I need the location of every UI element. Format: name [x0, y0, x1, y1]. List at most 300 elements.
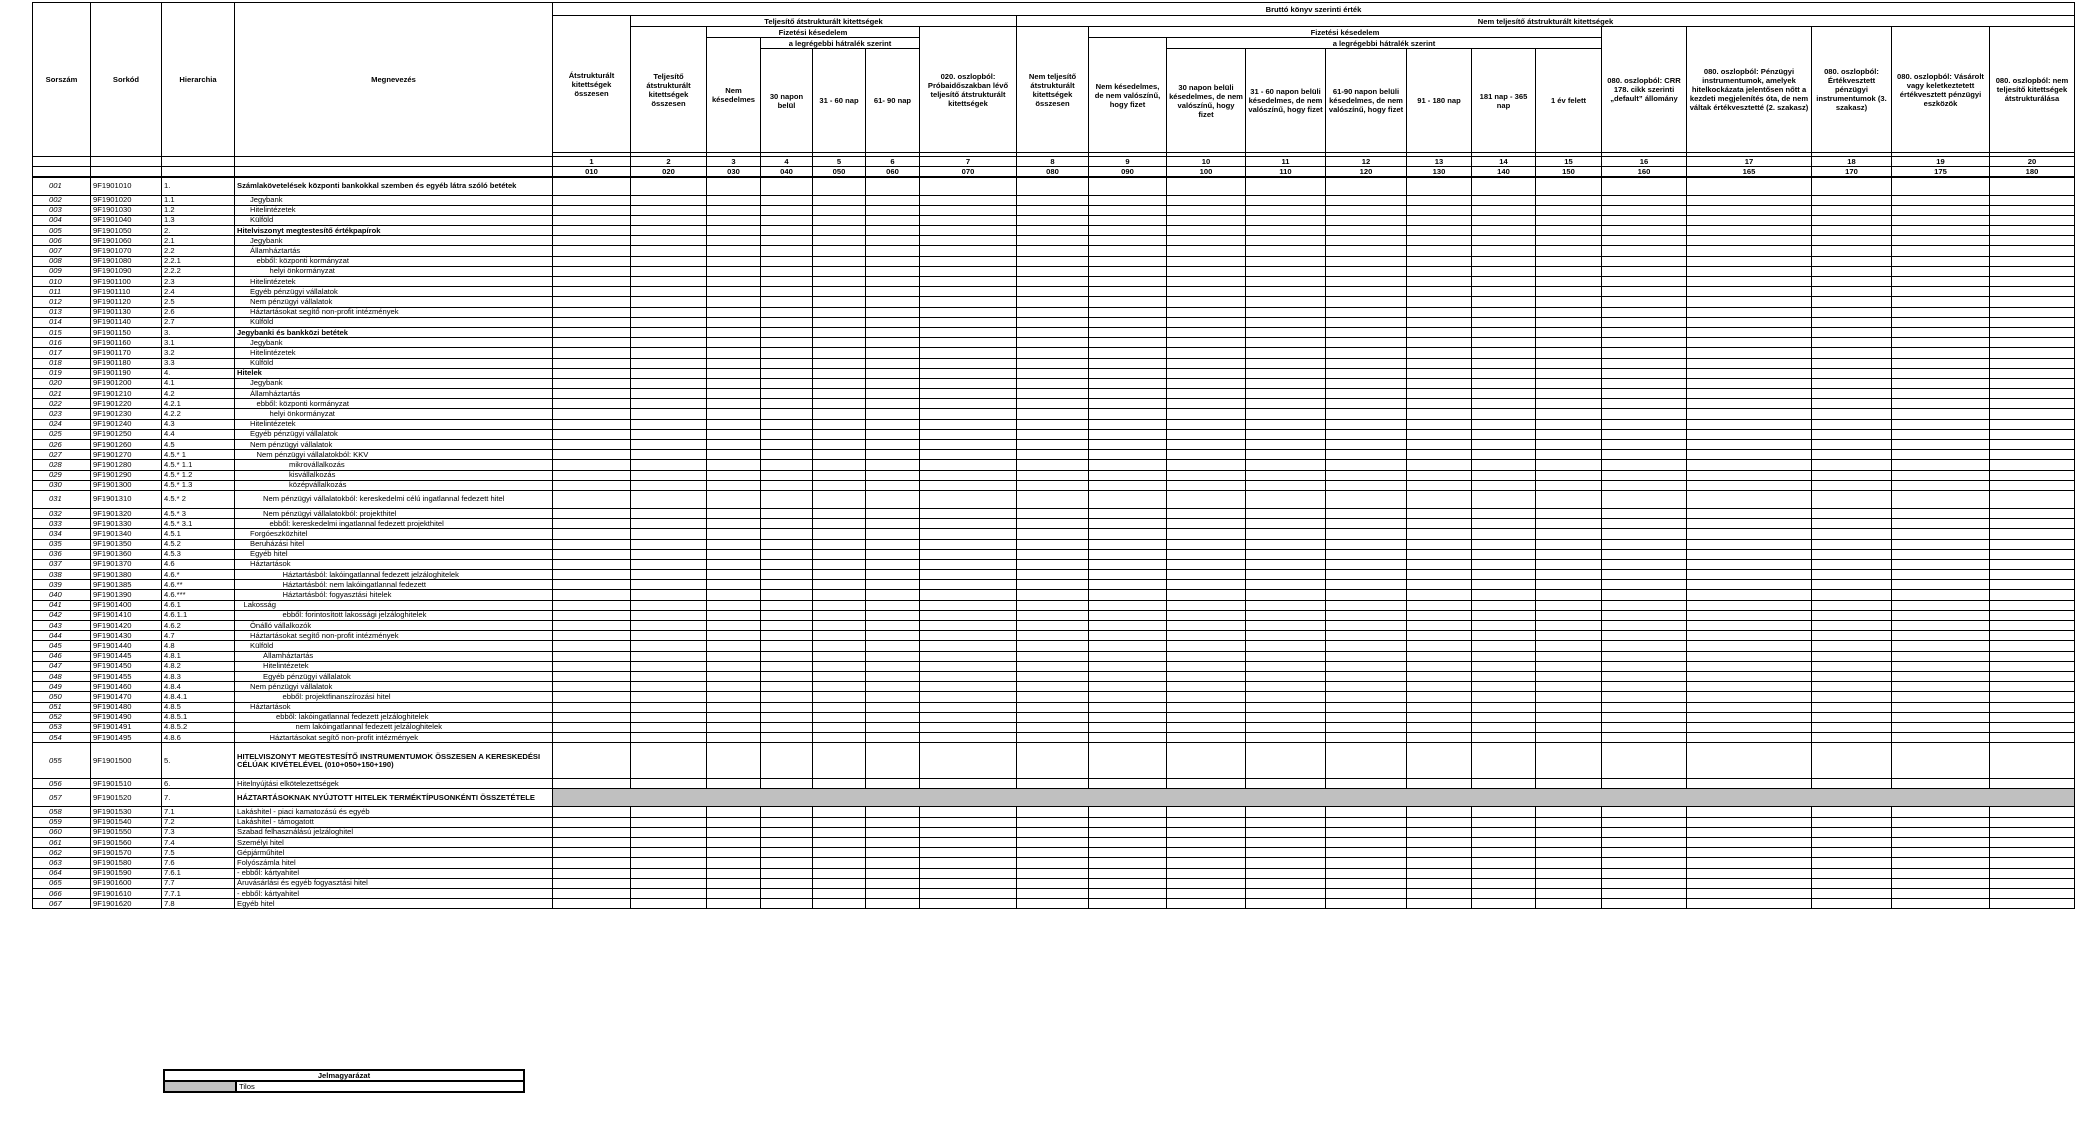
data-cell-150[interactable]	[1536, 480, 1602, 490]
data-cell-050[interactable]	[813, 817, 866, 827]
data-cell-100[interactable]	[1167, 440, 1246, 450]
data-cell-100[interactable]	[1167, 205, 1246, 215]
data-cell-120[interactable]	[1326, 338, 1407, 348]
data-cell-100[interactable]	[1167, 358, 1246, 368]
data-cell-060[interactable]	[866, 733, 920, 743]
data-cell-070[interactable]	[920, 549, 1017, 559]
data-cell-040[interactable]	[761, 641, 813, 651]
data-cell-130[interactable]	[1407, 702, 1472, 712]
data-cell-100[interactable]	[1167, 641, 1246, 651]
data-cell-110[interactable]	[1246, 358, 1326, 368]
data-cell-140[interactable]	[1472, 848, 1536, 858]
data-cell-030[interactable]	[707, 838, 761, 848]
data-cell-165[interactable]	[1687, 641, 1812, 651]
data-cell-070[interactable]	[920, 409, 1017, 419]
data-cell-165[interactable]	[1687, 378, 1812, 388]
data-cell-170[interactable]	[1812, 256, 1892, 266]
data-cell-140[interactable]	[1472, 529, 1536, 539]
data-cell-180[interactable]	[1990, 899, 2075, 909]
data-cell-070[interactable]	[920, 651, 1017, 661]
data-cell-160[interactable]	[1602, 440, 1687, 450]
data-cell-060[interactable]	[866, 215, 920, 225]
data-cell-130[interactable]	[1407, 215, 1472, 225]
data-cell-175[interactable]	[1892, 348, 1990, 358]
data-cell-170[interactable]	[1812, 177, 1892, 195]
data-cell-180[interactable]	[1990, 807, 2075, 817]
data-cell-160[interactable]	[1602, 631, 1687, 641]
data-cell-110[interactable]	[1246, 508, 1326, 518]
data-cell-050[interactable]	[813, 246, 866, 256]
data-cell-080[interactable]	[1017, 848, 1089, 858]
data-cell-080[interactable]	[1017, 519, 1089, 529]
data-cell-090[interactable]	[1089, 743, 1167, 779]
data-cell-080[interactable]	[1017, 539, 1089, 549]
data-cell-020[interactable]	[631, 559, 707, 569]
data-cell-050[interactable]	[813, 807, 866, 817]
data-cell-040[interactable]	[761, 807, 813, 817]
data-cell-170[interactable]	[1812, 838, 1892, 848]
data-cell-110[interactable]	[1246, 641, 1326, 651]
data-cell-100[interactable]	[1167, 651, 1246, 661]
data-cell-180[interactable]	[1990, 827, 2075, 837]
data-cell-020[interactable]	[631, 419, 707, 429]
data-cell-100[interactable]	[1167, 590, 1246, 600]
data-cell-100[interactable]	[1167, 610, 1246, 620]
data-cell-170[interactable]	[1812, 702, 1892, 712]
data-cell-090[interactable]	[1089, 368, 1167, 378]
data-cell-120[interactable]	[1326, 429, 1407, 439]
data-cell-170[interactable]	[1812, 287, 1892, 297]
data-cell-080[interactable]	[1017, 858, 1089, 868]
data-cell-150[interactable]	[1536, 641, 1602, 651]
data-cell-130[interactable]	[1407, 621, 1472, 631]
data-cell-175[interactable]	[1892, 266, 1990, 276]
data-cell-040[interactable]	[761, 246, 813, 256]
data-cell-090[interactable]	[1089, 277, 1167, 287]
data-cell-140[interactable]	[1472, 317, 1536, 327]
data-cell-070[interactable]	[920, 702, 1017, 712]
data-cell-030[interactable]	[707, 358, 761, 368]
data-cell-120[interactable]	[1326, 743, 1407, 779]
data-cell-020[interactable]	[631, 529, 707, 539]
data-cell-110[interactable]	[1246, 287, 1326, 297]
data-cell-165[interactable]	[1687, 539, 1812, 549]
data-cell-010[interactable]	[553, 470, 631, 480]
data-cell-165[interactable]	[1687, 358, 1812, 368]
data-cell-010[interactable]	[553, 641, 631, 651]
data-cell-010[interactable]	[553, 580, 631, 590]
data-cell-090[interactable]	[1089, 266, 1167, 276]
data-cell-070[interactable]	[920, 559, 1017, 569]
data-cell-100[interactable]	[1167, 807, 1246, 817]
data-cell-080[interactable]	[1017, 888, 1089, 898]
data-cell-080[interactable]	[1017, 215, 1089, 225]
data-cell-180[interactable]	[1990, 838, 2075, 848]
data-cell-080[interactable]	[1017, 580, 1089, 590]
data-cell-050[interactable]	[813, 317, 866, 327]
data-cell-180[interactable]	[1990, 702, 2075, 712]
data-cell-140[interactable]	[1472, 226, 1536, 236]
data-cell-165[interactable]	[1687, 195, 1812, 205]
data-cell-150[interactable]	[1536, 266, 1602, 276]
data-cell-080[interactable]	[1017, 508, 1089, 518]
data-cell-010[interactable]	[553, 661, 631, 671]
data-cell-170[interactable]	[1812, 508, 1892, 518]
data-cell-100[interactable]	[1167, 817, 1246, 827]
data-cell-180[interactable]	[1990, 256, 2075, 266]
data-cell-165[interactable]	[1687, 368, 1812, 378]
data-cell-165[interactable]	[1687, 580, 1812, 590]
data-cell-100[interactable]	[1167, 671, 1246, 681]
data-cell-070[interactable]	[920, 807, 1017, 817]
data-cell-170[interactable]	[1812, 266, 1892, 276]
data-cell-080[interactable]	[1017, 671, 1089, 681]
data-cell-140[interactable]	[1472, 399, 1536, 409]
data-cell-100[interactable]	[1167, 661, 1246, 671]
data-cell-180[interactable]	[1990, 641, 2075, 651]
data-cell-140[interactable]	[1472, 682, 1536, 692]
data-cell-080[interactable]	[1017, 651, 1089, 661]
data-cell-020[interactable]	[631, 508, 707, 518]
data-cell-175[interactable]	[1892, 899, 1990, 909]
data-cell-040[interactable]	[761, 348, 813, 358]
data-cell-100[interactable]	[1167, 827, 1246, 837]
data-cell-100[interactable]	[1167, 480, 1246, 490]
data-cell-180[interactable]	[1990, 470, 2075, 480]
data-cell-165[interactable]	[1687, 266, 1812, 276]
data-cell-175[interactable]	[1892, 651, 1990, 661]
data-cell-120[interactable]	[1326, 671, 1407, 681]
data-cell-010[interactable]	[553, 888, 631, 898]
data-cell-090[interactable]	[1089, 661, 1167, 671]
data-cell-165[interactable]	[1687, 419, 1812, 429]
data-cell-070[interactable]	[920, 226, 1017, 236]
data-cell-050[interactable]	[813, 358, 866, 368]
data-cell-140[interactable]	[1472, 378, 1536, 388]
data-cell-090[interactable]	[1089, 858, 1167, 868]
data-cell-100[interactable]	[1167, 559, 1246, 569]
data-cell-090[interactable]	[1089, 205, 1167, 215]
data-cell-150[interactable]	[1536, 692, 1602, 702]
data-cell-100[interactable]	[1167, 236, 1246, 246]
data-cell-080[interactable]	[1017, 570, 1089, 580]
data-cell-020[interactable]	[631, 378, 707, 388]
data-cell-150[interactable]	[1536, 287, 1602, 297]
data-cell-130[interactable]	[1407, 236, 1472, 246]
data-cell-110[interactable]	[1246, 878, 1326, 888]
data-cell-090[interactable]	[1089, 899, 1167, 909]
data-cell-040[interactable]	[761, 651, 813, 661]
data-cell-140[interactable]	[1472, 389, 1536, 399]
data-cell-165[interactable]	[1687, 215, 1812, 225]
data-cell-060[interactable]	[866, 317, 920, 327]
data-cell-180[interactable]	[1990, 460, 2075, 470]
data-cell-010[interactable]	[553, 722, 631, 732]
data-cell-050[interactable]	[813, 205, 866, 215]
data-cell-110[interactable]	[1246, 817, 1326, 827]
data-cell-130[interactable]	[1407, 358, 1472, 368]
data-cell-175[interactable]	[1892, 733, 1990, 743]
data-cell-165[interactable]	[1687, 317, 1812, 327]
data-cell-070[interactable]	[920, 570, 1017, 580]
data-cell-170[interactable]	[1812, 368, 1892, 378]
data-cell-165[interactable]	[1687, 559, 1812, 569]
data-cell-020[interactable]	[631, 450, 707, 460]
data-cell-140[interactable]	[1472, 287, 1536, 297]
data-cell-050[interactable]	[813, 440, 866, 450]
data-cell-150[interactable]	[1536, 817, 1602, 827]
data-cell-170[interactable]	[1812, 817, 1892, 827]
data-cell-130[interactable]	[1407, 490, 1472, 508]
data-cell-020[interactable]	[631, 621, 707, 631]
data-cell-120[interactable]	[1326, 529, 1407, 539]
data-cell-060[interactable]	[866, 409, 920, 419]
data-cell-090[interactable]	[1089, 358, 1167, 368]
data-cell-010[interactable]	[553, 838, 631, 848]
data-cell-090[interactable]	[1089, 419, 1167, 429]
data-cell-040[interactable]	[761, 817, 813, 827]
data-cell-110[interactable]	[1246, 529, 1326, 539]
data-cell-100[interactable]	[1167, 195, 1246, 205]
data-cell-150[interactable]	[1536, 399, 1602, 409]
data-cell-165[interactable]	[1687, 287, 1812, 297]
data-cell-165[interactable]	[1687, 338, 1812, 348]
data-cell-160[interactable]	[1602, 733, 1687, 743]
data-cell-050[interactable]	[813, 529, 866, 539]
data-cell-100[interactable]	[1167, 317, 1246, 327]
data-cell-110[interactable]	[1246, 460, 1326, 470]
data-cell-060[interactable]	[866, 722, 920, 732]
data-cell-110[interactable]	[1246, 899, 1326, 909]
data-cell-010[interactable]	[553, 702, 631, 712]
data-cell-020[interactable]	[631, 858, 707, 868]
data-cell-110[interactable]	[1246, 226, 1326, 236]
data-cell-140[interactable]	[1472, 440, 1536, 450]
data-cell-100[interactable]	[1167, 266, 1246, 276]
data-cell-090[interactable]	[1089, 878, 1167, 888]
data-cell-130[interactable]	[1407, 868, 1472, 878]
data-cell-130[interactable]	[1407, 450, 1472, 460]
data-cell-110[interactable]	[1246, 549, 1326, 559]
data-cell-175[interactable]	[1892, 519, 1990, 529]
data-cell-170[interactable]	[1812, 692, 1892, 702]
data-cell-070[interactable]	[920, 641, 1017, 651]
data-cell-040[interactable]	[761, 779, 813, 789]
data-cell-100[interactable]	[1167, 838, 1246, 848]
data-cell-175[interactable]	[1892, 508, 1990, 518]
data-cell-010[interactable]	[553, 631, 631, 641]
data-cell-165[interactable]	[1687, 460, 1812, 470]
data-cell-170[interactable]	[1812, 848, 1892, 858]
data-cell-100[interactable]	[1167, 226, 1246, 236]
data-cell-120[interactable]	[1326, 256, 1407, 266]
data-cell-175[interactable]	[1892, 848, 1990, 858]
data-cell-175[interactable]	[1892, 529, 1990, 539]
data-cell-180[interactable]	[1990, 358, 2075, 368]
data-cell-030[interactable]	[707, 641, 761, 651]
data-cell-010[interactable]	[553, 409, 631, 419]
data-cell-110[interactable]	[1246, 256, 1326, 266]
data-cell-070[interactable]	[920, 236, 1017, 246]
data-cell-160[interactable]	[1602, 559, 1687, 569]
data-cell-130[interactable]	[1407, 409, 1472, 419]
data-cell-010[interactable]	[553, 277, 631, 287]
data-cell-030[interactable]	[707, 743, 761, 779]
data-cell-140[interactable]	[1472, 470, 1536, 480]
data-cell-170[interactable]	[1812, 651, 1892, 661]
data-cell-160[interactable]	[1602, 508, 1687, 518]
data-cell-040[interactable]	[761, 743, 813, 779]
data-cell-160[interactable]	[1602, 590, 1687, 600]
data-cell-010[interactable]	[553, 266, 631, 276]
data-cell-130[interactable]	[1407, 559, 1472, 569]
data-cell-165[interactable]	[1687, 327, 1812, 337]
data-cell-130[interactable]	[1407, 590, 1472, 600]
data-cell-175[interactable]	[1892, 215, 1990, 225]
data-cell-030[interactable]	[707, 692, 761, 702]
data-cell-040[interactable]	[761, 868, 813, 878]
data-cell-130[interactable]	[1407, 429, 1472, 439]
data-cell-050[interactable]	[813, 682, 866, 692]
data-cell-040[interactable]	[761, 236, 813, 246]
data-cell-010[interactable]	[553, 671, 631, 681]
data-cell-020[interactable]	[631, 712, 707, 722]
data-cell-030[interactable]	[707, 610, 761, 620]
data-cell-060[interactable]	[866, 508, 920, 518]
data-cell-040[interactable]	[761, 529, 813, 539]
data-cell-090[interactable]	[1089, 827, 1167, 837]
data-cell-060[interactable]	[866, 297, 920, 307]
data-cell-040[interactable]	[761, 580, 813, 590]
data-cell-100[interactable]	[1167, 368, 1246, 378]
data-cell-110[interactable]	[1246, 868, 1326, 878]
data-cell-170[interactable]	[1812, 827, 1892, 837]
data-cell-120[interactable]	[1326, 590, 1407, 600]
data-cell-090[interactable]	[1089, 297, 1167, 307]
data-cell-120[interactable]	[1326, 817, 1407, 827]
data-cell-110[interactable]	[1246, 348, 1326, 358]
data-cell-050[interactable]	[813, 878, 866, 888]
data-cell-080[interactable]	[1017, 429, 1089, 439]
data-cell-030[interactable]	[707, 712, 761, 722]
data-cell-040[interactable]	[761, 177, 813, 195]
data-cell-180[interactable]	[1990, 559, 2075, 569]
data-cell-080[interactable]	[1017, 779, 1089, 789]
data-cell-080[interactable]	[1017, 195, 1089, 205]
data-cell-100[interactable]	[1167, 297, 1246, 307]
data-cell-160[interactable]	[1602, 195, 1687, 205]
data-cell-140[interactable]	[1472, 570, 1536, 580]
data-cell-090[interactable]	[1089, 692, 1167, 702]
data-cell-030[interactable]	[707, 570, 761, 580]
data-cell-030[interactable]	[707, 236, 761, 246]
data-cell-100[interactable]	[1167, 246, 1246, 256]
data-cell-120[interactable]	[1326, 631, 1407, 641]
data-cell-100[interactable]	[1167, 450, 1246, 460]
data-cell-110[interactable]	[1246, 429, 1326, 439]
data-cell-165[interactable]	[1687, 440, 1812, 450]
data-cell-130[interactable]	[1407, 460, 1472, 470]
data-cell-050[interactable]	[813, 590, 866, 600]
data-cell-160[interactable]	[1602, 277, 1687, 287]
data-cell-110[interactable]	[1246, 733, 1326, 743]
data-cell-130[interactable]	[1407, 307, 1472, 317]
data-cell-060[interactable]	[866, 600, 920, 610]
data-cell-080[interactable]	[1017, 610, 1089, 620]
data-cell-050[interactable]	[813, 307, 866, 317]
data-cell-080[interactable]	[1017, 317, 1089, 327]
data-cell-010[interactable]	[553, 878, 631, 888]
data-cell-090[interactable]	[1089, 651, 1167, 661]
data-cell-150[interactable]	[1536, 559, 1602, 569]
data-cell-080[interactable]	[1017, 733, 1089, 743]
data-cell-160[interactable]	[1602, 570, 1687, 580]
data-cell-180[interactable]	[1990, 519, 2075, 529]
data-cell-050[interactable]	[813, 671, 866, 681]
data-cell-020[interactable]	[631, 692, 707, 702]
data-cell-120[interactable]	[1326, 419, 1407, 429]
data-cell-020[interactable]	[631, 358, 707, 368]
data-cell-040[interactable]	[761, 682, 813, 692]
data-cell-020[interactable]	[631, 399, 707, 409]
data-cell-170[interactable]	[1812, 389, 1892, 399]
data-cell-165[interactable]	[1687, 508, 1812, 518]
data-cell-050[interactable]	[813, 287, 866, 297]
data-cell-120[interactable]	[1326, 621, 1407, 631]
data-cell-120[interactable]	[1326, 858, 1407, 868]
data-cell-170[interactable]	[1812, 559, 1892, 569]
data-cell-175[interactable]	[1892, 399, 1990, 409]
data-cell-170[interactable]	[1812, 480, 1892, 490]
data-cell-090[interactable]	[1089, 409, 1167, 419]
data-cell-020[interactable]	[631, 779, 707, 789]
data-cell-160[interactable]	[1602, 858, 1687, 868]
data-cell-030[interactable]	[707, 287, 761, 297]
data-cell-050[interactable]	[813, 277, 866, 287]
data-cell-090[interactable]	[1089, 307, 1167, 317]
data-cell-110[interactable]	[1246, 480, 1326, 490]
data-cell-110[interactable]	[1246, 651, 1326, 661]
data-cell-160[interactable]	[1602, 490, 1687, 508]
data-cell-150[interactable]	[1536, 838, 1602, 848]
data-cell-020[interactable]	[631, 287, 707, 297]
data-cell-180[interactable]	[1990, 236, 2075, 246]
data-cell-165[interactable]	[1687, 307, 1812, 317]
data-cell-130[interactable]	[1407, 399, 1472, 409]
data-cell-070[interactable]	[920, 600, 1017, 610]
data-cell-100[interactable]	[1167, 733, 1246, 743]
data-cell-040[interactable]	[761, 195, 813, 205]
data-cell-165[interactable]	[1687, 490, 1812, 508]
data-cell-060[interactable]	[866, 779, 920, 789]
data-cell-175[interactable]	[1892, 621, 1990, 631]
data-cell-090[interactable]	[1089, 580, 1167, 590]
data-cell-160[interactable]	[1602, 817, 1687, 827]
data-cell-070[interactable]	[920, 348, 1017, 358]
data-cell-140[interactable]	[1472, 297, 1536, 307]
data-cell-020[interactable]	[631, 807, 707, 817]
data-cell-090[interactable]	[1089, 733, 1167, 743]
data-cell-090[interactable]	[1089, 610, 1167, 620]
data-cell-090[interactable]	[1089, 226, 1167, 236]
data-cell-080[interactable]	[1017, 899, 1089, 909]
data-cell-040[interactable]	[761, 692, 813, 702]
data-cell-175[interactable]	[1892, 610, 1990, 620]
data-cell-070[interactable]	[920, 827, 1017, 837]
data-cell-150[interactable]	[1536, 429, 1602, 439]
data-cell-120[interactable]	[1326, 878, 1407, 888]
data-cell-050[interactable]	[813, 743, 866, 779]
